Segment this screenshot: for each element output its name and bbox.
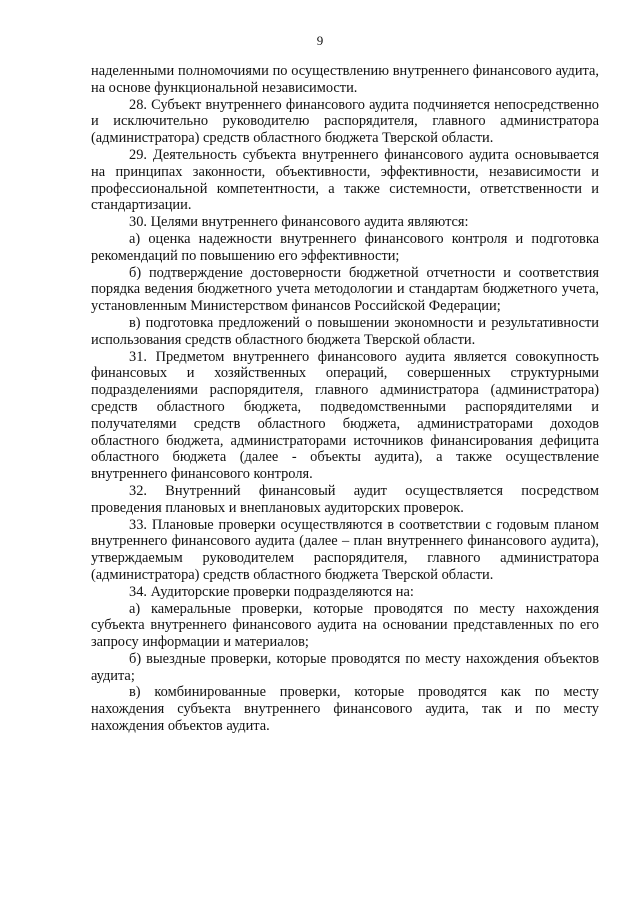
paragraph-32: 32. Внутренний финансовый аудит осуществляется посредством проведения плановых и внеплановых аудиторских проверок. <box>91 482 599 516</box>
paragraph-34-v: в) комбинированные проверки, которые проводятся как по месту нахождения субъекта внутреннего финансового аудита, так и по месту нахождения объектов аудита. <box>91 684 599 735</box>
paragraph-30-v: в) подготовка предложений о повышении экономности и результативности использования средств областного бюджета Тверской области. <box>91 314 599 348</box>
paragraph-30: 30. Целями внутреннего финансового аудита являются: <box>129 214 469 231</box>
paragraph-34-a: а) камеральные проверки, которые проводятся по месту нахождения субъекта внутреннего финансового аудита на основании представленных по его запросу информации и материалов; <box>91 600 599 651</box>
document-body <box>91 63 599 735</box>
paragraph-30-b: б) подтверждение достоверности бюджетной отчетности и соответствия порядка ведения бюджетного учета методологии и стандартам бюджетного учета, установленным Министерством финансов Российской Федерации; <box>91 264 599 315</box>
page-number: 9 <box>316 33 324 48</box>
paragraph-continuation: наделенными полномочиями по осуществлению внутреннего финансового аудита, на основе функциональной независимости. <box>91 63 599 96</box>
paragraph-29: 29. Деятельность субъекта внутреннего финансового аудита основывается на принципах законности, объективности, эффективности, независимости и профессиональной компетентности, а также системности, ответственности и стандартизации. <box>91 146 599 214</box>
paragraph-28: 28. Субъект внутреннего финансового аудита подчиняется непосредственно и исключительно руководителю распорядителя, главного администратора (администратора) средств областного бюджета Тверской области. <box>91 96 599 147</box>
paragraph-31: 31. Предметом внутреннего финансового аудита является совокупность финансовых и хозяйственных операций, совершенных структурными подразделениями распорядителя, главного администратора (администратора) средств областного бюджета, подведомственными распорядителями и получателями средств областного бюджета, администраторами доходов областного бюджета, администраторами источников финансирования дефицита областного бюджета (далее - объекты аудита), а также осуществление внутреннего финансового контроля. <box>91 348 599 483</box>
paragraph-33: 33. Плановые проверки осуществляются в соответствии с годовым планом внутреннего финансового аудита (далее – план внутреннего финансового аудита), утверждаемым руководителем распорядителя, главного администратора (администратора) средств областного бюджета Тверской области. <box>91 516 599 583</box>
paragraph-30-a: а) оценка надежности внутреннего финансового контроля и подготовка рекомендаций по повышению его эффективности; <box>91 230 599 264</box>
paragraph-34: 34. Аудиторские проверки подразделяются на: <box>129 583 414 600</box>
paragraph-34-b: б) выездные проверки, которые проводятся по месту нахождения объектов аудита; <box>91 650 599 684</box>
